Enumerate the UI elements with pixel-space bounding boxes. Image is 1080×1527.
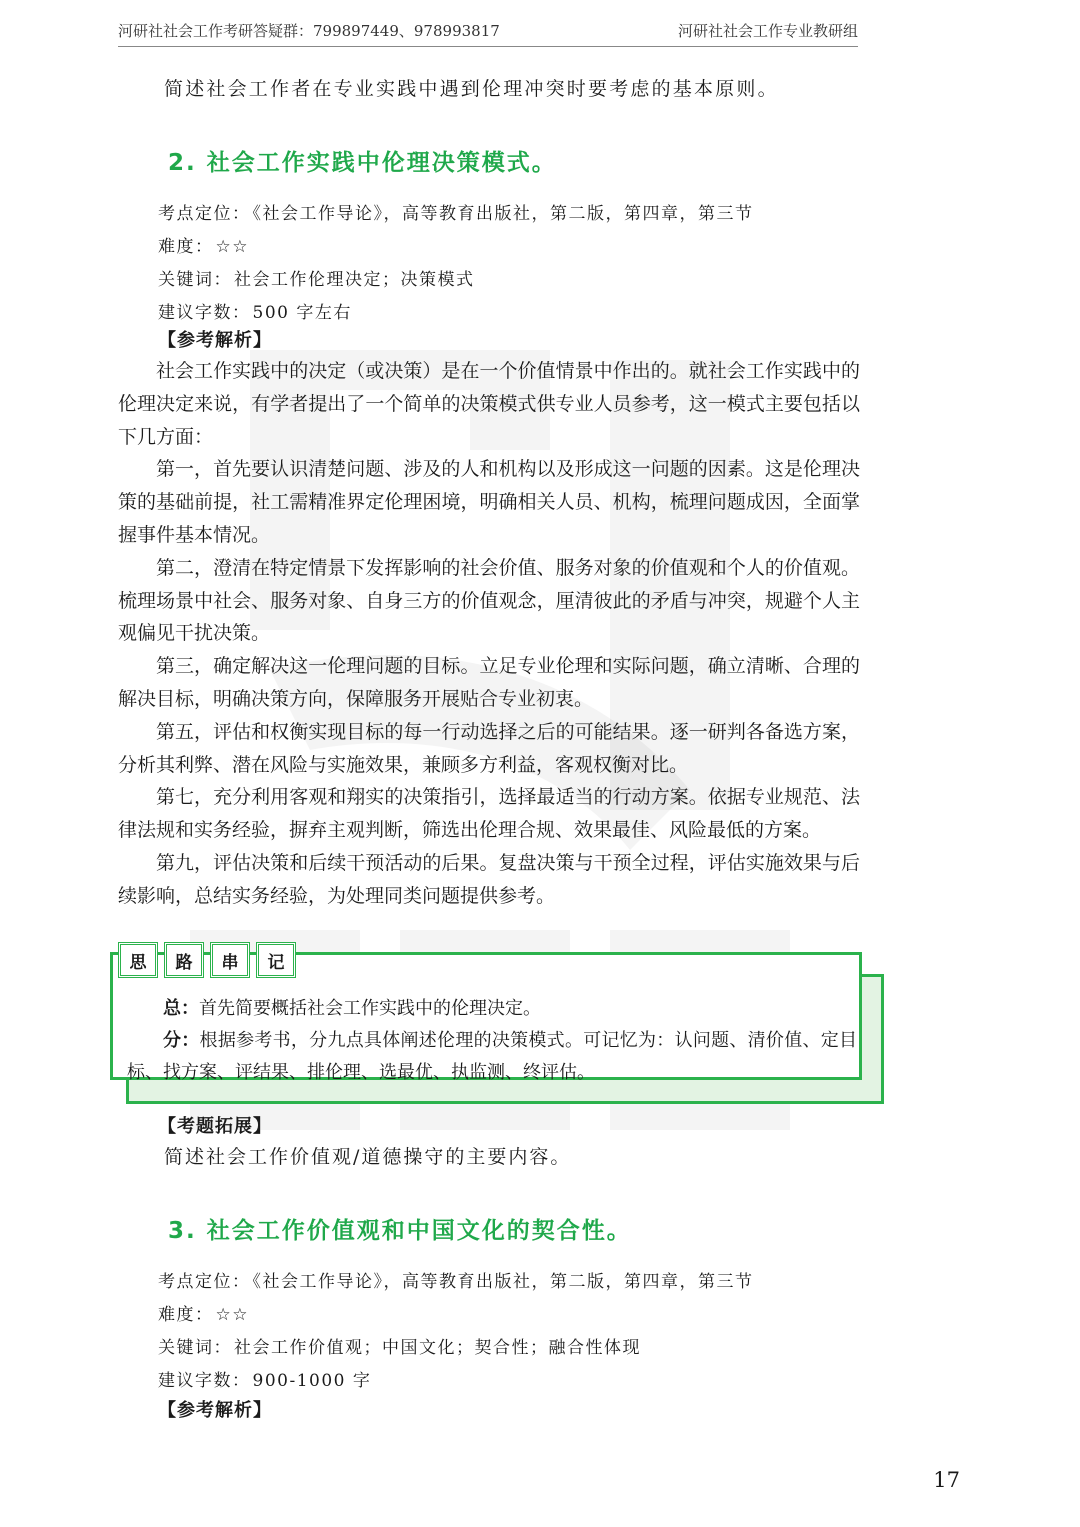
location-value: 《社会工作导论》，高等教育出版社，第二版，第四章，第三节 [252, 204, 754, 224]
difficulty-label: 难度： [158, 237, 214, 257]
summary-split-line [127, 1025, 857, 1089]
keywords-label: 关键词： [158, 1338, 232, 1358]
header-left-text: 河研社社会工作考研答疑群：799897449、978993817 [118, 22, 500, 40]
wordcount-label: 建议字数： [158, 1371, 251, 1391]
summary-total-line [127, 993, 857, 1025]
summary-tag: 路 [164, 942, 204, 978]
summary-total-label: 总： [163, 998, 199, 1019]
analysis-paragraph: 第五，评估和权衡实现目标的每一行动选择之后的可能结果。逐一研判各备选方案，分析其利弊、潜在风险与实施效果，兼顾多方利益，客观权衡对比。 [118, 720, 860, 776]
page-number: 17 [933, 1468, 960, 1492]
summary-split-text: 根据参考书，分九点具体阐述伦理的决策模式。可记忆为：认问题、清价值、定目标、找方案、评结果、排伦理、选最优、执监测、终评估。 [127, 1030, 858, 1083]
summary-split-label: 分： [163, 1030, 200, 1051]
page-header [118, 18, 858, 47]
extension-heading: 【考题拓展】 [158, 1116, 272, 1137]
wordcount-value: 500 字左右 [252, 303, 352, 323]
analysis-paragraph: 第九，评估决策和后续干预活动的后果。复盘决策与干预全过程，评估实施效果与后续影响，总结实务经验，为处理同类问题提供参考。 [118, 851, 860, 907]
section-2-location [158, 199, 754, 224]
header-right-text: 河研社社会工作专业教研组 [677, 22, 858, 40]
analysis-paragraph: 社会工作实践中的决定（或决策）是在一个价值情景中作出的。就社会工作实践中的伦理决定来说，有学者提出了一个简单的决策模式供专业人员参考，这一模式主要包括以下几方面： [118, 360, 860, 448]
summary-box [110, 942, 890, 1110]
section-3-location [158, 1267, 754, 1292]
analysis-paragraph: 第二，澄清在特定情景下发挥影响的社会价值、服务对象的价值观和个人的价值观。梳理场景中社会、服务对象、自身三方的价值观念，厘清彼此的矛盾与冲突，规避个人主观偏见干扰决策。 [118, 556, 860, 645]
extension-question: 简述社会工作价值观/道德操守的主要内容。 [164, 1146, 572, 1168]
difficulty-label: 难度： [158, 1305, 214, 1325]
analysis-heading: 【参考解析】 [158, 330, 272, 351]
location-label: 考点定位： [158, 1272, 251, 1292]
analysis-paragraph: 第七，充分利用客观和翔实的决策指引，选择最适当的行动方案。依据专业规范、法律法规和实务经验，摒弃主观判断，筛选出伦理合规、效果最佳、风险最低的方案。 [118, 786, 860, 842]
keywords-label: 关键词： [158, 270, 232, 290]
summary-total-text: 首先简要概括社会工作实践中的伦理决定。 [199, 998, 541, 1019]
analysis-paragraph: 第一，首先要认识清楚问题、涉及的人和机构以及形成这一问题的因素。这是伦理决策的基础前提，社工需精准界定伦理困境，明确相关人员、机构，梳理问题成因，全面掌握事件基本情况。 [118, 458, 860, 546]
section-3-keywords [158, 1333, 641, 1358]
summary-text [127, 993, 857, 1089]
location-value: 《社会工作导论》，高等教育出版社，第二版，第四章，第三节 [252, 1272, 754, 1292]
analysis-heading: 【参考解析】 [158, 1400, 272, 1421]
section-2-keywords [158, 265, 475, 290]
section-2-difficulty [158, 232, 249, 257]
difficulty-stars: ☆☆ [215, 1305, 249, 1325]
summary-tag: 记 [256, 942, 296, 978]
keywords-value: 社会工作价值观；中国文化；契合性；融合性体现 [234, 1338, 641, 1358]
section-3-wordcount [158, 1366, 371, 1391]
summary-tag: 串 [210, 942, 250, 978]
difficulty-stars: ☆☆ [215, 237, 249, 257]
summary-tags [118, 942, 296, 978]
location-label: 考点定位： [158, 204, 251, 224]
keywords-value: 社会工作伦理决定；决策模式 [234, 270, 475, 290]
analysis-body [118, 355, 860, 913]
section-3-title: 3. 社会工作价值观和中国文化的契合性。 [168, 1218, 632, 1244]
section-3-difficulty [158, 1300, 249, 1325]
wordcount-label: 建议字数： [158, 303, 251, 323]
section-2-title: 2. 社会工作实践中伦理决策模式。 [168, 150, 557, 176]
analysis-paragraph: 第三，确定解决这一伦理问题的目标。立足专业伦理和实际问题，确立清晰、合理的解决目标，明确决策方向，保障服务开展贴合专业初衷。 [118, 655, 860, 710]
wordcount-value: 900-1000 字 [252, 1371, 372, 1391]
section-2-wordcount [158, 298, 352, 323]
summary-tag: 思 [118, 942, 158, 978]
intro-question: 简述社会工作者在专业实践中遇到伦理冲突时要考虑的基本原则。 [164, 78, 779, 100]
